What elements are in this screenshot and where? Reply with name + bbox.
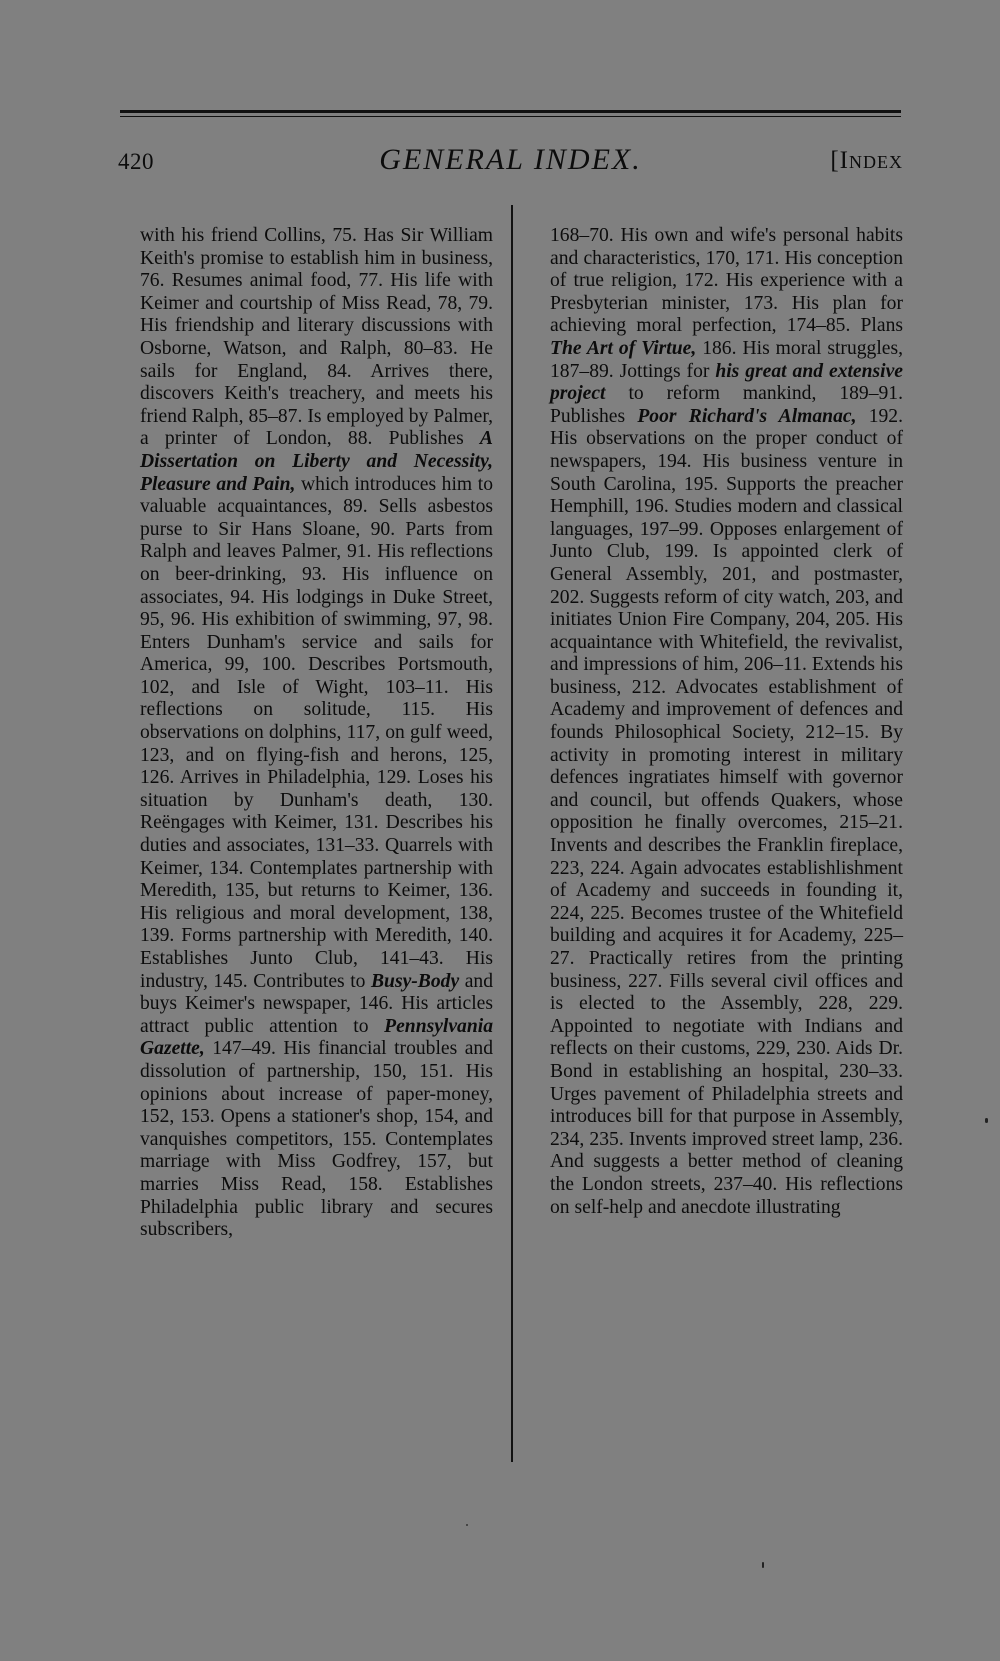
index-title-italic: Poor Richard's Almanac,: [637, 405, 857, 427]
column-divider: [511, 205, 513, 1462]
index-text: with his friend Collins, 75. Has Sir William Keith's promise to establish him in business, 76. Resumes animal food, 77. His life with Keimer and courtship of Miss Read, 78, 79. His friendship and literary discussions with Osborne, Watson, and Ralph, 80–83. He sails for England, 84. Arrives there, discovers Keith's treachery, and meets his friend Ralph, 85–87. Is employed by Palmer, a printer of London, 88. Publishes: [140, 225, 493, 450]
index-column-right: [550, 225, 903, 1219]
index-title-italic: his great and extensive project: [550, 360, 903, 405]
index-title-italic: Pennsylvania Gazette,: [140, 1015, 493, 1060]
index-title-italic: Busy-Body: [370, 970, 460, 992]
index-text: which introduces him to valuable acquaintances, 89. Sells asbestos purse to Sir Hans Sloane, 90. Parts from Ralph and leaves Palmer, 91. His reflections on beer-drinking, 93. His influence on associates, 94. His lodgings in Duke Street, 95, 96. His exhibition of swimming, 97, 98. Enters Dunham's service and sails for America, 99, 100. Describes Portsmouth, 102, and Isle of Wight, 103–11. His reflections on solitude, 115. His observations on dolphins, 117, on gulf weed, 123, and on flying-fish and herons, 125, 126. Arrives in Philadelphia, 129. Loses his situation by Dunham's death, 130. Reëngages with Keimer, 131. Describes his duties and associates, 131–33. Quarrels with Keimer, 134. Contemplates partnership with Meredith, 135, but returns to Keimer, 136. His religious and moral development, 138, 139. Forms partnership with Meredith, 140. Establishes Junto Club, 141–43. His industry, 145. Contributes to: [140, 473, 493, 992]
page-number: 420: [118, 149, 154, 174]
scan-speck: [762, 1562, 764, 1568]
section-mark: [Index: [830, 147, 903, 174]
index-text: 168–70. His own and wife's personal habits and characteristics, 170, 171. His conception of true religion, 172. His experience with a Presbyterian minister, 173. His plan for achieving moral perfection, 174–85. Plans: [550, 225, 903, 337]
header-rule-thin: [120, 116, 901, 117]
index-column-left: [140, 225, 493, 1242]
index-text: 186. His moral struggles, 187–89. Jottings for: [550, 337, 904, 382]
scan-speck: [466, 1524, 468, 1526]
header-rule-thick: [120, 110, 901, 113]
scan-speck: [985, 1118, 988, 1123]
index-text: 147–49. His financial troubles and dissolution of partnership, 150, 151. His opinions about increase of paper-money, 152, 153. Opens a stationer's shop, 154, and vanquishes competitors, 155. Contemplates marriage with Miss Godfrey, 157, but marries Miss Read, 158. Establishes Philadelphia public library and secures subscribers,: [140, 1038, 493, 1241]
index-title-italic: The Art of Virtue,: [550, 337, 697, 359]
index-text: 192. His observations on the proper conduct of newspapers, 194. His business venture in South Carolina, 195. Supports the preacher Hemphill, 196. Studies modern and classical languages, 197–99. Opposes enlargement of Junto Club, 199. Is appointed clerk of General Assembly, 201, and postmaster, 202. Suggests reform of city watch, 203, and initiates Union Fire Company, 204, 205. His acquaintance with Whitefield, the revivalist, and impressions of him, 206–11. Extends his business, 212. Advocates establishment of Academy and improvement of defences and founds Philosophical Society, 212–15. By activity in promoting interest in military defences ingratiates himself with governor and council, but offends Quakers, whose opposition he finally overcomes, 215–21. Invents and describes the Franklin fireplace, 223, 224. Again advocates establishlishment of Academy and succeeds in founding it, 224, 225. Becomes trustee of the Whitefield building and acquires it for Academy, 225–27. Practically retires from the printing business, 227. Fills several civil offices and is elected to the Assembly, 228, 229. Appointed to negotiate with Indians and reflects on their customs, 229, 230. Aids Dr. Bond in establishing an hospital, 230–33. Urges pavement of Philadelphia streets and introduces bill for that purpose in Assembly, 234, 235. Invents improved street lamp, 236. And suggests a better method of cleaning the London streets, 237–40. His reflections on self-help and anecdote illustrating: [550, 405, 903, 1218]
index-title-italic: A Dissertation on Liberty and Necessity, Pleasure and Pain,: [140, 428, 493, 495]
running-title: GENERAL INDEX.: [379, 143, 642, 176]
index-text: and buys Keimer's newspaper, 146. His articles attract public attention to: [140, 970, 493, 1037]
page-header: [118, 143, 903, 183]
index-text: to reform mankind, 189–91. Publishes: [550, 383, 903, 427]
